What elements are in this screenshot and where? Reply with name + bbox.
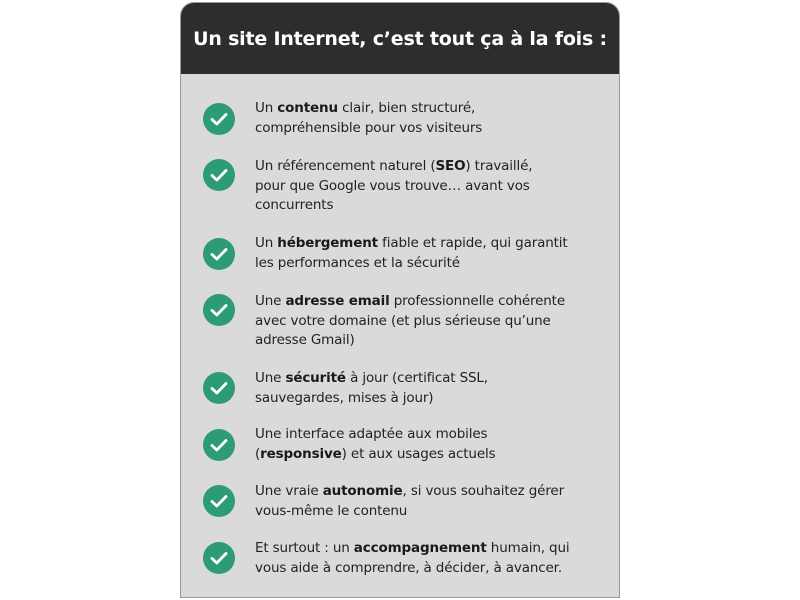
check-circle-icon bbox=[203, 103, 235, 135]
list-item-text: Une sécurité à jour (certificat SSL, sauvegardes, mises à jour) bbox=[255, 370, 488, 406]
check-circle-icon bbox=[203, 159, 235, 191]
list-item-text: Une vraie autonomie, si vous souhaitez gérer vous-même le contenu bbox=[255, 483, 564, 519]
card-title: Un site Internet, c’est tout ça à la fois : bbox=[181, 3, 619, 74]
check-circle-icon bbox=[203, 485, 235, 517]
list-item-text: Et surtout : un accompagnement humain, qui vous aide à comprendre, à décider, à avancer. bbox=[255, 540, 570, 576]
info-card bbox=[180, 2, 620, 598]
list-item-text: Une adresse email professionnelle cohérente avec votre domaine (et plus sérieuse qu’une adresse Gmail) bbox=[255, 293, 565, 348]
check-circle-icon bbox=[203, 542, 235, 574]
check-circle-icon bbox=[203, 372, 235, 404]
list-item-text: Un contenu clair, bien structuré, compréhensible pour vos visiteurs bbox=[255, 100, 483, 136]
list-item-text: Un hébergement fiable et rapide, qui garantit les performances et la sécurité bbox=[255, 235, 568, 271]
check-circle-icon bbox=[203, 238, 235, 270]
list-item-text: Une interface adaptée aux mobiles (responsive) et aux usages actuels bbox=[255, 426, 496, 462]
check-circle-icon bbox=[203, 294, 235, 326]
check-circle-icon bbox=[203, 429, 235, 461]
list-item-text: Un référencement naturel (SEO) travaillé, pour que Google vous trouve… avant vos concurrents bbox=[255, 158, 533, 213]
